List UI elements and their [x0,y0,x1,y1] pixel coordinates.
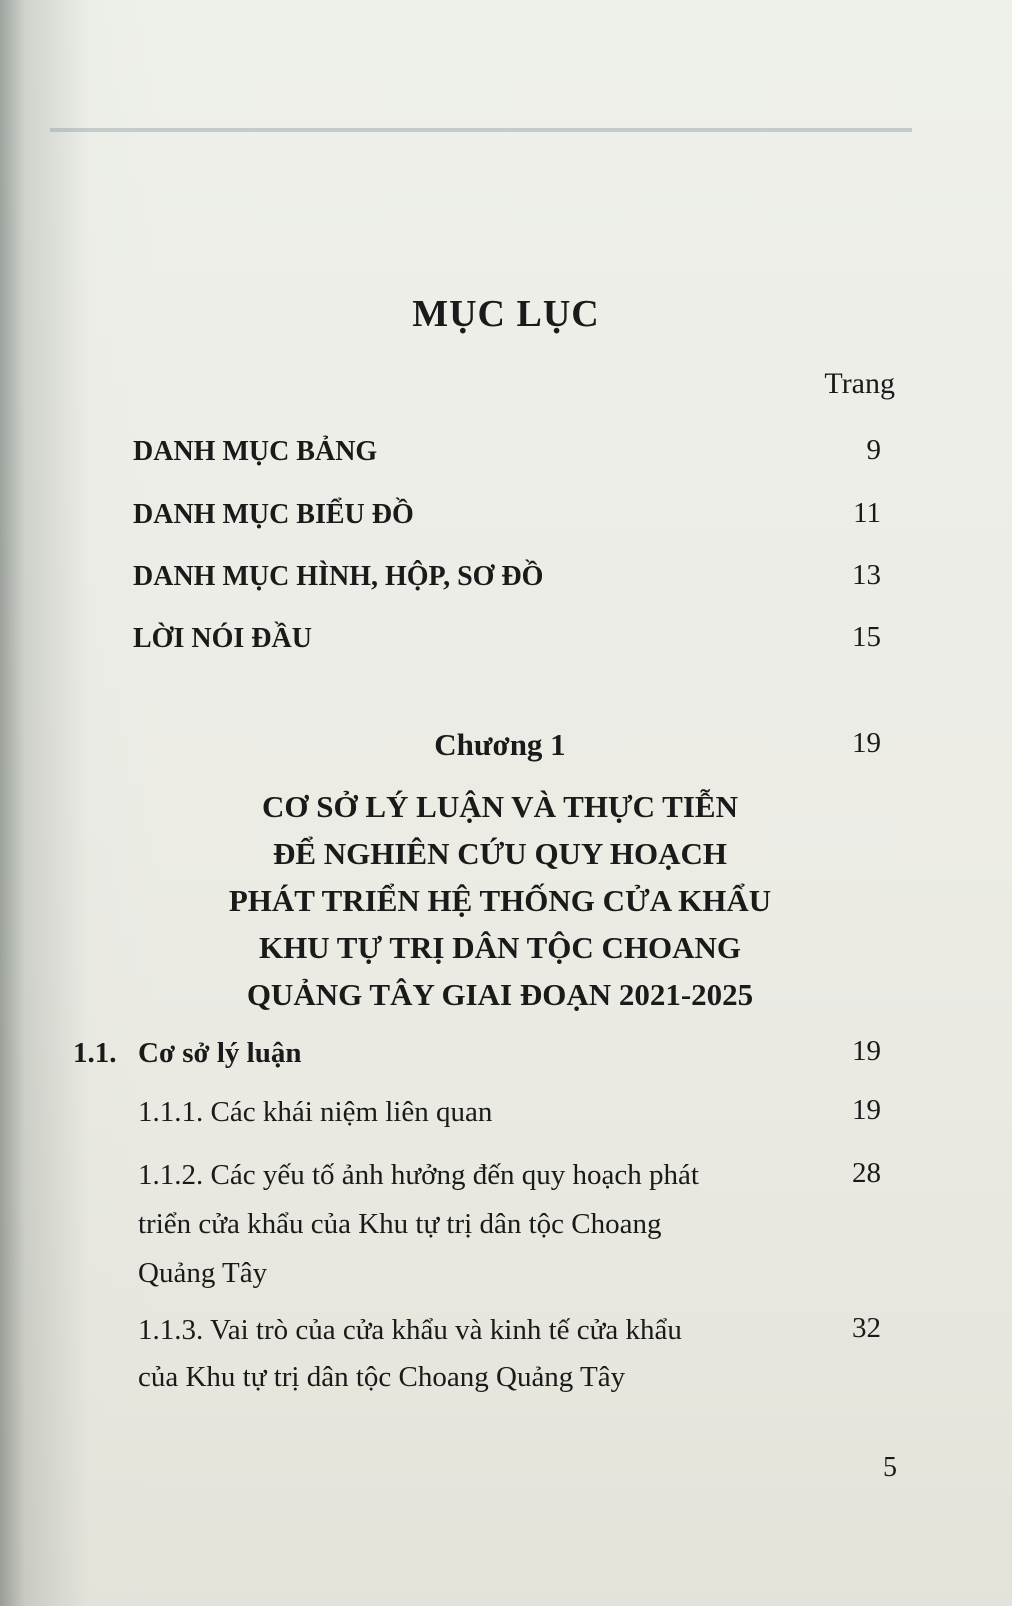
bleed-through-rule [50,128,912,132]
subsection-line: triển cửa khẩu của Khu tự trị dân tộc Choang [138,1208,662,1240]
toc-entry-label: DANH MỤC HÌNH, HỘP, SƠ ĐỒ [133,561,544,592]
page-number: 5 [883,1452,897,1483]
subsection-line: 1.1.2. Các yếu tố ảnh hưởng đến quy hoạch phát [138,1159,699,1191]
toc-entry-label: DANH MỤC BIỂU ĐỒ [133,499,414,530]
chapter-label: Chương 1 [434,727,566,762]
chapter-title-line: PHÁT TRIỂN HỆ THỐNG CỬA KHẨU [228,883,772,918]
chapter-title-line: KHU TỰ TRỊ DÂN TỘC CHOANG [259,930,741,965]
chapter-title-line: CƠ SỞ LÝ LUẬN VÀ THỰC TIỄN [261,789,738,824]
subsection-line: Quảng Tây [138,1257,268,1289]
toc-entry-page: 11 [853,497,881,529]
toc-entry-label: LỜI NÓI ĐẦU [133,623,312,654]
toc-entry-page: 9 [866,434,881,466]
subsection-page: 32 [852,1312,881,1344]
toc-entry-page: 15 [852,621,881,653]
toc-title: MỤC LỤC [412,293,600,335]
toc-entry-page: 13 [852,559,881,591]
subsection-page: 28 [852,1157,881,1189]
section-number: 1.1. [73,1037,117,1069]
subsection-line: 1.1.3. Vai trò của cửa khẩu và kinh tế cửa khẩu [138,1314,682,1346]
subsection-page: 19 [852,1094,881,1126]
subsection-line: 1.1.1. Các khái niệm liên quan [138,1096,493,1128]
section-title: Cơ sở lý luận [138,1037,302,1069]
chapter-title-line: ĐỂ NGHIÊN CỨU QUY HOẠCH [272,836,728,871]
page-column-label: Trang [824,367,895,400]
subsection-line: của Khu tự trị dân tộc Choang Quảng Tây [138,1361,626,1393]
chapter-page: 19 [852,727,881,759]
toc-entry-label: DANH MỤC BẢNG [133,436,378,467]
chapter-title-line: QUẢNG TÂY GIAI ĐOẠN 2021-2025 [246,977,754,1012]
section-page: 19 [852,1035,881,1067]
